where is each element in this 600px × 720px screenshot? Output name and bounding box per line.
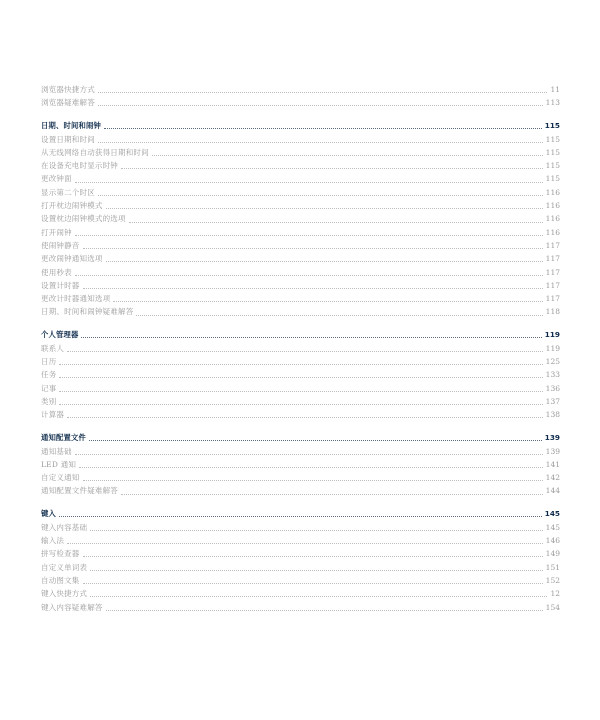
dot-leader bbox=[152, 146, 543, 156]
toc-entry-page-number: 119 bbox=[545, 343, 560, 353]
dot-leader bbox=[83, 239, 543, 249]
toc-entry[interactable] bbox=[41, 484, 560, 497]
toc-entry-page-number: 116 bbox=[545, 187, 560, 197]
toc-section bbox=[41, 83, 560, 110]
dot-leader bbox=[67, 534, 543, 544]
dot-leader bbox=[59, 355, 542, 365]
toc-entry[interactable] bbox=[41, 96, 560, 109]
toc-entry-page-number: 133 bbox=[545, 370, 560, 380]
toc-entry-page-number: 125 bbox=[545, 357, 560, 367]
toc-entry-page-number: 138 bbox=[545, 410, 560, 420]
toc-entry-label: 自动图文集 bbox=[41, 575, 80, 585]
toc-entry-page-number: 115 bbox=[545, 134, 560, 144]
toc-entry-page-number: 117 bbox=[545, 280, 560, 290]
toc-entry[interactable] bbox=[41, 601, 560, 614]
toc-entry[interactable] bbox=[41, 368, 560, 381]
toc-section bbox=[41, 430, 560, 498]
toc-entry-page-number: 117 bbox=[545, 240, 560, 250]
dot-leader bbox=[59, 368, 542, 378]
dot-leader bbox=[83, 279, 543, 289]
dot-leader bbox=[81, 328, 541, 338]
toc-entry-label: 联系人 bbox=[41, 343, 65, 353]
toc-entry-page-number: 152 bbox=[545, 575, 560, 585]
dot-leader bbox=[59, 382, 542, 392]
toc-entry-label: 自定义通知 bbox=[41, 473, 80, 483]
toc-entry[interactable] bbox=[41, 252, 560, 265]
toc-entry[interactable] bbox=[41, 186, 560, 199]
toc-entry-page-number: 137 bbox=[545, 396, 560, 406]
dot-leader bbox=[75, 266, 543, 276]
toc-entry-label: 类别 bbox=[41, 396, 57, 406]
dot-leader bbox=[83, 547, 543, 557]
toc-entry[interactable] bbox=[41, 561, 560, 574]
toc-entry[interactable] bbox=[41, 574, 560, 587]
toc-entry-page-number: 142 bbox=[545, 473, 560, 483]
dot-leader bbox=[75, 445, 543, 455]
toc-entry-page-number: 146 bbox=[545, 536, 560, 546]
toc-entry[interactable] bbox=[41, 226, 560, 239]
toc-entry-label: 输入法 bbox=[41, 536, 65, 546]
dot-leader bbox=[79, 458, 543, 468]
toc-entry-page-number: 117 bbox=[545, 254, 560, 264]
toc-section bbox=[41, 506, 560, 614]
toc-entry-label: 通知基础 bbox=[41, 446, 72, 456]
toc-entry[interactable] bbox=[41, 355, 560, 368]
toc-entry[interactable] bbox=[41, 342, 560, 355]
toc-entry-page-number: 115 bbox=[545, 161, 560, 171]
dot-leader bbox=[90, 561, 542, 571]
toc-entry-label: 设置枕边闹钟模式的选项 bbox=[41, 214, 126, 224]
toc-entry-page-number: 141 bbox=[545, 459, 560, 469]
dot-leader bbox=[89, 431, 542, 441]
dot-leader bbox=[83, 574, 543, 584]
toc-entry-label: 浏览器快捷方式 bbox=[41, 85, 95, 94]
toc-entry[interactable] bbox=[41, 395, 560, 408]
toc-entry-label: 设置日期和时间 bbox=[41, 134, 95, 144]
toc-entry[interactable] bbox=[41, 408, 560, 421]
toc-entry-page-number: 118 bbox=[545, 307, 560, 317]
toc-section bbox=[41, 327, 560, 422]
toc-entry-label: 键入内容基础 bbox=[41, 522, 88, 532]
dot-leader bbox=[67, 408, 543, 418]
toc-entry-label: 日期、时间和闹钟疑难解答 bbox=[41, 307, 134, 317]
toc-section-heading-label: 个人管理器 bbox=[41, 329, 79, 339]
toc-entry-label: 拼写检查器 bbox=[41, 549, 80, 559]
toc-entry[interactable] bbox=[41, 266, 560, 279]
toc-entry[interactable] bbox=[41, 445, 560, 458]
dot-leader bbox=[106, 252, 543, 262]
toc-entry-page-number: 145 bbox=[545, 522, 560, 532]
dot-leader bbox=[98, 83, 548, 93]
toc-entry-label: 键入快捷方式 bbox=[41, 589, 88, 599]
toc-entry[interactable] bbox=[41, 133, 560, 146]
toc-entry-page-number: 116 bbox=[545, 227, 560, 237]
toc-entry-label: 使用秒表 bbox=[41, 267, 72, 277]
toc-entry[interactable] bbox=[41, 292, 560, 305]
toc-section-heading-label: 日期、时间和闹钟 bbox=[41, 120, 101, 130]
toc-entry-label: LED 通知 bbox=[41, 459, 77, 469]
toc-entry-page-number: 149 bbox=[545, 549, 560, 559]
toc-section-heading-page-number: 115 bbox=[544, 120, 560, 130]
toc-entry-page-number: 113 bbox=[545, 98, 560, 108]
dot-leader bbox=[136, 306, 542, 316]
dot-leader bbox=[106, 601, 543, 611]
toc-section-heading-label: 键入 bbox=[41, 508, 56, 518]
toc-entry[interactable] bbox=[41, 159, 560, 172]
dot-leader bbox=[98, 186, 543, 196]
dot-leader bbox=[98, 133, 543, 143]
toc-entry-label: 在设备充电时显示时钟 bbox=[41, 161, 118, 171]
toc-entry-page-number: 116 bbox=[545, 201, 560, 211]
toc-entry-page-number: 116 bbox=[545, 214, 560, 224]
toc-entry-label: 日历 bbox=[41, 357, 57, 367]
dot-leader bbox=[129, 213, 543, 223]
toc-entry-page-number: 11 bbox=[550, 85, 560, 94]
toc-section-heading-label: 通知配置文件 bbox=[41, 432, 86, 442]
toc-entry[interactable] bbox=[41, 382, 560, 395]
toc-entry-page-number: 12 bbox=[550, 589, 560, 599]
dot-leader bbox=[75, 226, 543, 236]
dot-leader bbox=[59, 395, 542, 405]
toc-entry[interactable] bbox=[41, 212, 560, 225]
toc-entry-label: 记事 bbox=[41, 383, 57, 393]
toc-entry-page-number: 115 bbox=[545, 174, 560, 184]
dot-leader bbox=[104, 119, 542, 129]
table-of-contents bbox=[41, 83, 560, 622]
toc-entry-label: 更改钟面 bbox=[41, 174, 72, 184]
dot-leader bbox=[90, 521, 542, 531]
toc-section-heading[interactable] bbox=[41, 327, 560, 342]
toc-entry[interactable] bbox=[41, 547, 560, 560]
toc-entry-label: 设置计时器 bbox=[41, 280, 80, 290]
toc-entry[interactable] bbox=[41, 239, 560, 252]
toc-entry-page-number: 136 bbox=[545, 383, 560, 393]
dot-leader bbox=[98, 96, 543, 106]
toc-entry-page-number: 115 bbox=[545, 147, 560, 157]
toc-section bbox=[41, 118, 560, 319]
toc-entry-label: 使闹钟静音 bbox=[41, 240, 80, 250]
toc-section-heading-page-number: 139 bbox=[544, 432, 560, 442]
dot-leader bbox=[113, 292, 542, 302]
toc-entry-label: 自定义单词表 bbox=[41, 562, 88, 572]
toc-entry[interactable] bbox=[41, 471, 560, 484]
dot-leader bbox=[75, 173, 543, 183]
toc-entry-label: 打开枕边闹钟模式 bbox=[41, 201, 103, 211]
toc-entry[interactable] bbox=[41, 172, 560, 185]
toc-entry-page-number: 154 bbox=[545, 602, 560, 612]
toc-entry[interactable] bbox=[41, 199, 560, 212]
toc-entry[interactable] bbox=[41, 521, 560, 534]
toc-entry[interactable] bbox=[41, 83, 560, 96]
toc-entry[interactable] bbox=[41, 587, 560, 600]
toc-entry-page-number: 144 bbox=[545, 486, 560, 496]
toc-entry[interactable] bbox=[41, 146, 560, 159]
toc-entry-label: 通知配置文件疑难解答 bbox=[41, 486, 118, 496]
toc-section-heading[interactable] bbox=[41, 430, 560, 445]
toc-entry-label: 显示第二个时区 bbox=[41, 187, 95, 197]
toc-entry-label: 任务 bbox=[41, 370, 57, 380]
toc-section-heading-page-number: 119 bbox=[544, 329, 560, 339]
toc-entry-page-number: 117 bbox=[545, 294, 560, 304]
toc-entry[interactable] bbox=[41, 279, 560, 292]
toc-entry[interactable] bbox=[41, 534, 560, 547]
dot-leader bbox=[67, 342, 543, 352]
toc-entry-label: 从无线网络自动获得日期和时间 bbox=[41, 147, 149, 157]
toc-entry[interactable] bbox=[41, 458, 560, 471]
dot-leader bbox=[83, 471, 543, 481]
toc-entry-page-number: 139 bbox=[545, 446, 560, 456]
toc-entry-page-number: 117 bbox=[545, 267, 560, 277]
toc-entry-label: 键入内容疑难解答 bbox=[41, 602, 103, 612]
toc-entry-label: 更改计时器通知选项 bbox=[41, 294, 111, 304]
dot-leader bbox=[121, 485, 543, 495]
toc-section-heading[interactable] bbox=[41, 118, 560, 133]
toc-entry-label: 浏览器疑难解答 bbox=[41, 98, 95, 108]
toc-entry-label: 计算器 bbox=[41, 410, 65, 420]
toc-section-heading[interactable] bbox=[41, 506, 560, 521]
toc-entry[interactable] bbox=[41, 305, 560, 318]
dot-leader bbox=[90, 587, 547, 597]
toc-section-heading-page-number: 145 bbox=[544, 508, 560, 518]
dot-leader bbox=[106, 199, 543, 209]
dot-leader bbox=[121, 159, 543, 169]
toc-entry-label: 更改闹钟通知选项 bbox=[41, 254, 103, 264]
toc-entry-label: 打开闹钟 bbox=[41, 227, 72, 237]
dot-leader bbox=[59, 507, 542, 517]
toc-entry-page-number: 151 bbox=[545, 562, 560, 572]
